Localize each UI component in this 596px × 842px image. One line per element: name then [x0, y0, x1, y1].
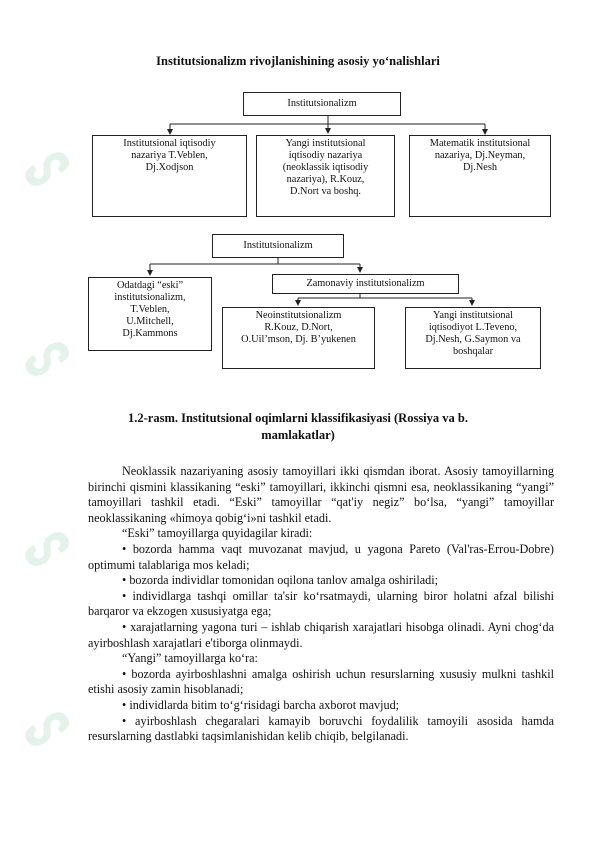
diagram1-child2-line: iqtisodiy nazariya — [288, 150, 363, 161]
bullet-item: • bozorda hamma vaqt muvozanat mavjud, u yagona Pareto (Val'ras-Errou-Dobre) optimumi talablariga mos keladi; — [88, 541, 554, 572]
watermark-logo: ᔕ — [10, 510, 80, 581]
diagram2-modern-box — [272, 274, 459, 294]
diagram2-old-line: Dj.Kammons — [122, 328, 178, 339]
diagram2-modern-child2-line: iqtisodiyot L.Teveno, — [428, 322, 518, 333]
watermark-logo: ᔕ — [10, 130, 80, 201]
diagram1-child2-line: Yangi institutsional — [285, 138, 366, 149]
diagram2-modern-child2-line: Dj.Nesh, G.Saymon va — [425, 334, 521, 345]
diagram2-old-line: T.Veblen, — [130, 304, 170, 315]
diagram1-child2-line: D.Nort va boshq. — [290, 186, 361, 197]
figure-caption — [120, 410, 476, 444]
diagram2-modern-child1-line: R.Kouz, D.Nort, — [264, 322, 333, 333]
diagram2-modern-child1-line: O.Uil’mson, Dj. B’yukenen — [241, 334, 356, 345]
body-text — [88, 464, 554, 745]
caption-line: mamlakatlar) — [261, 428, 335, 442]
diagram2-modern-child-box — [222, 307, 375, 369]
paragraph: Neoklassik nazariyaning asosiy tamoyillari ikki qismdan iborat. Asosiy tamoyillarning birinchi qismini klassikaning “eski” tamoyillari, ikkinchi qismni esa, neoklassikaning “yangi” tamoyillari tashkil etadi. “Eski” tamoyillar “qat'iy negiz” bo‘lsa, “yangi” tamoyillar neoklassikaning «himoya qobig‘i»ni tashkil etadi. — [88, 464, 554, 525]
diagram2-modern-label: Zamonaviy institutsionalizm — [306, 278, 425, 289]
diagram2-old-line: U.Mitchell, — [126, 316, 174, 327]
diagram1-child-box — [256, 135, 395, 217]
paragraph: “Yangi” tamoyillarga ko‘ra: — [122, 651, 258, 666]
diagram2-modern-child-box — [405, 307, 541, 369]
diagram1-child3-line: Matematik institutsional — [429, 138, 531, 149]
diagram2-old-line: Odatdagi “eski” — [116, 280, 184, 291]
bullet-item: • individlarga tashqi omillar ta'sir ko‘rsatmaydi, ularning biror holatni afzal bilishi barqaror va ekzogen xususiyatga ega; — [88, 588, 554, 619]
diagram1-child1-line: Dj.Xodjson — [145, 162, 194, 173]
diagram2-old-line: institutsionalizm, — [114, 292, 186, 303]
watermark-logo: ᔕ — [10, 690, 80, 761]
diagram1-root-box — [243, 92, 401, 116]
diagram2-old-box — [88, 277, 212, 351]
bullet-item: • bozorda ayirboshlashni amalga oshirish uchun resurslarning xususiy mulkni tashkil etishi asosiy zamin hisoblanadi; — [88, 666, 554, 697]
caption-line: 1.2-rasm. Institutsional oqimlarni klassifikasiyasi (Rossiya va b. — [128, 411, 468, 425]
diagram1-child2-line: (neoklassik iqtisodiy — [282, 162, 369, 173]
diagram2-root-label: Institutsionalizm — [243, 240, 313, 251]
diagram1-child-box — [409, 135, 551, 217]
diagram1-child3-line: Dj.Nesh — [462, 162, 498, 173]
page-title: Institutsionalizm rivojlanishining asosiy yo‘nalishlari — [156, 54, 440, 68]
diagram2-modern-child2-line: boshqalar — [452, 346, 494, 357]
diagram2-modern-child2-line: Yangi institutsional — [433, 310, 513, 321]
diagram1-child1-line: nazariya T.Veblen, — [131, 150, 208, 161]
paragraph: “Eski” tamoyillarga quyidagilar kiradi: — [122, 526, 313, 541]
diagram1-child-box — [92, 135, 247, 217]
bullet-item: • xarajatlarning yagona turi – ishlab chiqarish xarajatlari hisobga olinadi. Ayni chog‘da ayirboshlash xarajatlari e'tiborga olinmaydi. — [88, 619, 554, 650]
diagram1-child2-line: nazariya), R.Kouz, — [286, 174, 365, 185]
diagram2-modern-child1-line: Neoinstitutsionalizm — [255, 310, 342, 321]
bullet-item: • bozorda individlar tomonidan oqilona tanlov amalga oshiriladi; — [122, 573, 438, 588]
diagram1-child3-line: nazariya, Dj.Neyman, — [434, 150, 526, 161]
bullet-item: • ayirboshlash chegaralari kamayib boruvchi foydalilik tamoyili asosida hamda resurslarning dastlabki taqsimlanishidan kelib chiqib, belgilanadi. — [88, 713, 554, 744]
watermark-logo: ᔕ — [10, 320, 80, 391]
diagram1-child1-line: Institutsional iqtisodiy — [123, 138, 216, 149]
diagram1-root-label: Institutsionalizm — [287, 98, 357, 109]
bullet-item: • individlarda bitim to‘g‘risidagi barcha axborot mavjud; — [122, 697, 400, 712]
diagram2-root-box — [212, 234, 344, 258]
